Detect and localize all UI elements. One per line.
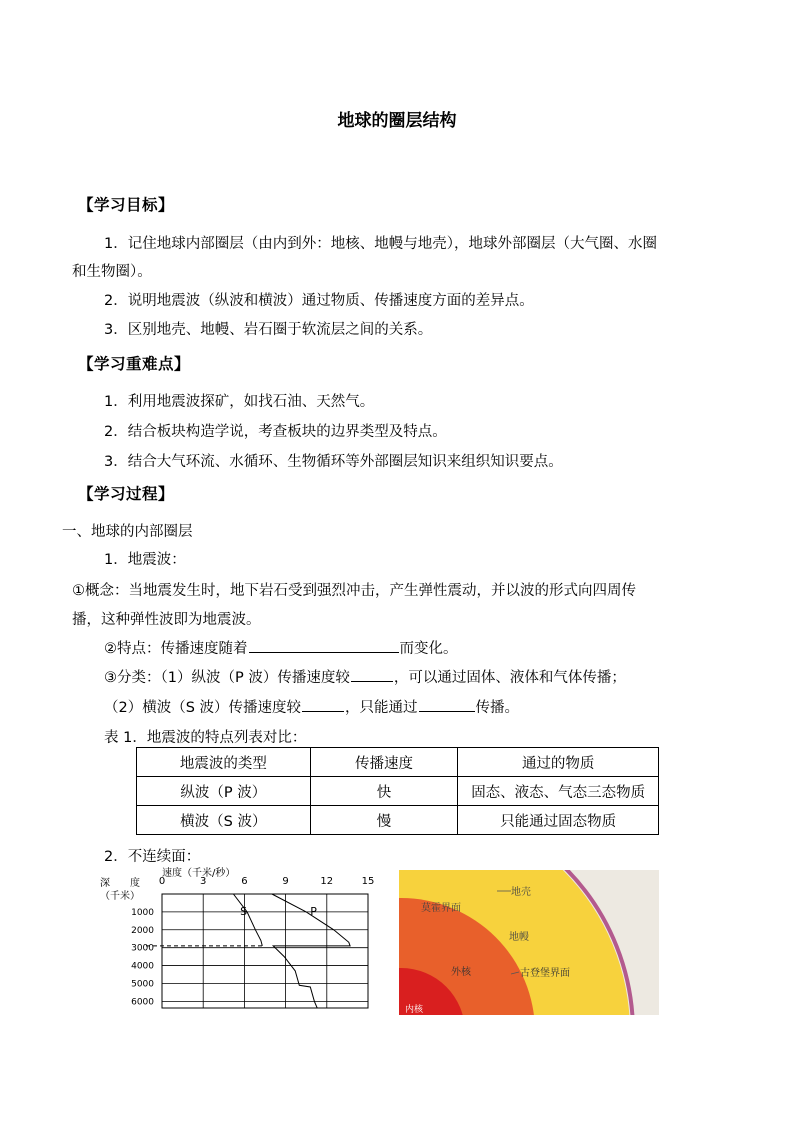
concept-line-2: 播，这种弹性波即为地震波。 (72, 612, 261, 628)
class2-middle: ，只能通过 (345, 700, 418, 716)
chart-x-tick-label: 15 (361, 876, 375, 887)
label-crust: 地壳 (511, 887, 531, 898)
label-mantle: 地幔 (509, 932, 529, 943)
table-cell: 纵波（P 波） (137, 777, 311, 806)
chart-x-tick-label: 0 (158, 876, 166, 887)
section-learning-goals: 【学习目标】 (78, 196, 175, 214)
fill-blank-p-speed[interactable] (351, 667, 393, 682)
concept-line-1: ①概念：当地震发生时，地下岩石受到强烈冲击，产生弹性震动，并以波的形式向四周传 (72, 583, 636, 599)
class1-suffix: ，可以通过固体、液体和气体传播； (393, 670, 626, 686)
chart-x-tick-label: 3 (200, 876, 207, 887)
chart-series-line-s (233, 894, 262, 946)
table-header-cell: 地震波的类型 (137, 748, 311, 777)
table-caption: 表 1．地震波的特点列表对比： (104, 730, 307, 746)
seismic-velocity-chart (98, 866, 388, 1016)
chart-x-tick-label: 6 (241, 876, 248, 887)
label-moho: 莫霍界面 (421, 903, 461, 914)
goal-1-cont: 和生物圈）。 (72, 264, 152, 280)
seismic-wave-table (136, 747, 659, 835)
label-inner-core: 内核 (405, 1005, 424, 1015)
goal-3: 3．区别地壳、地幔、岩石圈于软流层之间的关系。 (104, 322, 433, 338)
chart-y-axis-label-top: 深度 (100, 878, 140, 889)
chart-x-axis-label: 速度（千米/秒） (162, 868, 236, 879)
class1-line (104, 667, 626, 689)
table-cell: 横波（S 波） (137, 806, 311, 835)
item2-discontinuity: 2．不连续面： (104, 849, 201, 865)
chart-series-label-s: S (240, 904, 248, 918)
class2-suffix: 传播。 (475, 700, 520, 716)
chart-y-tick-label: 6000 (131, 997, 154, 1008)
table-cell: 固态、液态、气态三态物质 (458, 777, 659, 806)
chart-series-label-p: P (310, 904, 317, 918)
class2-prefix: （2）横波（S 波）传播速度较 (104, 700, 302, 716)
feature-suffix: 而变化。 (399, 641, 458, 657)
chart-y-axis-label-bottom: （千米） (100, 891, 140, 902)
chart-y-tick-label: 1000 (131, 907, 154, 918)
part1-heading: 一、地球的内部圈层 (62, 524, 193, 540)
chart-x-tick-label: 9 (282, 876, 289, 887)
goal-2: 2．说明地震波（纵波和横波）通过物质、传播速度方面的差异点。 (104, 293, 534, 309)
chart-y-tick-label: 4000 (131, 961, 154, 972)
class2-line (104, 697, 519, 719)
keypoint-1: 1．利用地震波探矿，如找石油、天然气。 (104, 394, 375, 410)
section-key-points: 【学习重难点】 (78, 355, 191, 373)
keypoint-3: 3．结合大气环流、水循环、生物循环等外部圈层知识来组织知识要点。 (104, 454, 563, 470)
chart-y-tick-label: 5000 (131, 979, 154, 990)
feature-prefix: ②特点：传播速度随着 (104, 641, 248, 657)
fill-blank-feature[interactable] (249, 638, 399, 653)
table-header-cell: 传播速度 (310, 748, 458, 777)
chart-frame (162, 894, 368, 1008)
table-header-row (137, 748, 659, 777)
table-cell: 快 (310, 777, 458, 806)
chart-y-tick-label: 3000 (131, 943, 154, 954)
table-cell: 慢 (310, 806, 458, 835)
feature-line (104, 638, 458, 660)
class1-prefix: ③分类：（1）纵波（P 波）传播速度较 (104, 670, 350, 686)
table-cell: 只能通过固态物质 (458, 806, 659, 835)
fill-blank-s-speed[interactable] (302, 697, 344, 712)
item1-seismic-wave: 1．地震波： (104, 552, 186, 568)
earth-layers-diagram (399, 870, 659, 1015)
table-row (137, 777, 659, 806)
table-row (137, 806, 659, 835)
chart-y-tick-label: 2000 (131, 925, 154, 936)
section-learning-process: 【学习过程】 (78, 485, 175, 503)
fill-blank-s-medium[interactable] (419, 697, 475, 712)
page-title: 地球的圈层结构 (337, 111, 457, 131)
label-gutenberg: 古登堡界面 (520, 968, 570, 979)
keypoint-2: 2．结合板块构造学说，考查板块的边界类型及特点。 (104, 424, 447, 440)
label-outer-core: 外核 (451, 967, 471, 978)
goal-1: 1．记住地球内部圈层（由内到外：地核、地幔与地壳），地球外部圈层（大气圈、水圈 (104, 236, 657, 252)
table-header-cell: 通过的物质 (458, 748, 659, 777)
chart-x-tick-label: 12 (320, 876, 334, 887)
